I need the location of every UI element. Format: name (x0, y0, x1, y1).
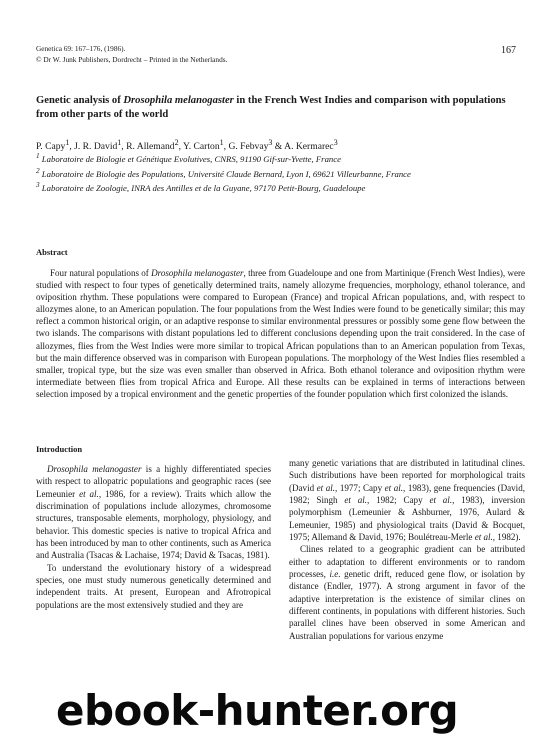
affiliation-mark: 3 (36, 181, 40, 190)
abstract-species: Drosophila melanogaster (151, 268, 244, 278)
affiliation-text: Laboratoire de Biologie des Populations, Université Claude Bernard, Lyon I, 69621 Villeurbanne, France (39, 168, 411, 179)
affiliation-list (36, 151, 526, 195)
affiliation-mark: 1 (36, 152, 40, 160)
intro-text: Clines related to a geographic gradient can be attributed either to adaptation to different environments or to random processes, (289, 544, 525, 580)
author-affil-mark: 1 (117, 138, 122, 147)
author: , Y. Carton (178, 141, 220, 153)
article-title (36, 94, 526, 121)
author-affil-mark: 3 (333, 138, 338, 147)
author-affil-mark: 2 (174, 138, 179, 147)
intro-ie: i.e. (329, 569, 341, 580)
intro-paragraph (289, 543, 525, 642)
author-affil-mark: 3 (268, 138, 273, 147)
publisher-line: © Dr W. Junk Publishers, Dordrecht – Printed in the Netherlands. (36, 54, 228, 64)
affiliation (36, 180, 526, 195)
intro-text: , 1983), gene frequencies (David, 1982; Singh (289, 482, 525, 506)
author-affil-mark: 1 (219, 138, 224, 147)
affiliation-text: Laboratoire de Biologie et Génétique Evolutives, CNRS, 91190 Gif-sur-Yvette, France (39, 153, 341, 164)
author: , J. R. David (69, 141, 118, 153)
abstract-text (36, 267, 525, 400)
introduction-heading: Introduction (36, 444, 83, 454)
site-watermark: ebook-hunter.org (56, 686, 459, 735)
affiliation (36, 151, 526, 166)
intro-paragraph (36, 463, 271, 562)
intro-species: Drosophila melanogaster (47, 464, 142, 474)
intro-etal: et al. (429, 495, 453, 506)
intro-text: , 1986, for a review). Traits which allow the discrimination of populations include allozymes, chromosome structures, transposable elements, morphology, physiology, and behavior. This domestic species is native to tropical Africa and has been introduced by man to other continents, such as America and Australia (Tsacas & Lachaise, 1974; David & Tsacas, 1981). (36, 488, 271, 561)
intro-etal: et al. (79, 488, 99, 499)
intro-text: , 1982). (492, 532, 521, 543)
page-number: 167 (501, 45, 516, 56)
intro-text: , 1983), inversion polymorphism (Lemeunier & Ashburner, 1976, Aulard & Lemeunier, 1985) and physiological traits (David & Bocquet, 1975; Allemand & David, 1976; Boulétreau-Merle (289, 495, 526, 543)
journal-header (36, 44, 227, 65)
intro-paragraph (289, 457, 525, 543)
title-species: Drosophila melanogaster (123, 95, 234, 106)
abstract-body: , three from Guadeloupe and one from Martinique (French West Indies), were studied with respect to four types of genetically determined traits, namely allozyme frequencies, morphology, ethanol tolerance, and oviposition rhythm. These populations were compared to European (France) and tropical African populations, and, with respect to allozymes alone, to an American population. The four populations from the West Indies were found to be genetically similar; this may reflect a common historical origin, or an adaptive response to similar environmental pressures or possibly some gene flow between the two islands. The comparisons with distant populations led to different conclusions depending upon the trait considered. In the case of allozymes, flies from the West Indies were more similar to tropical African populations than to an American population from Texas, but the main difference observed was in comparison with European populations. The morphology of the West Indies flies resembled a smaller, tropical type, but the size was even smaller than observed in Africa. Both ethanol tolerance and oviposition rhythm were intermediate between flies from tropical Africa and Europe. All these results can be explained in terms of interactions between selection imposed by a tropical environment and the genetic properties of the founder population which first colonized the islands. (36, 268, 525, 399)
intro-etal: et al. (384, 482, 404, 493)
intro-text: many genetic variations that are distributed in latitudinal clines. Such distributions have been reported for morphological traits (David (289, 458, 525, 493)
affiliation (36, 166, 526, 181)
abstract-heading: Abstract (36, 247, 68, 257)
intro-etal: et al. (344, 495, 368, 506)
intro-text: is a highly differentiated species with respect to allopatric populations and geographic races (see Lemeunier (36, 464, 271, 499)
intro-etal: et al. (316, 482, 336, 493)
author: , R. Allemand (121, 141, 175, 153)
author-affil-mark: 1 (65, 138, 70, 147)
author: & A. Kermarec (272, 141, 334, 153)
title-part-2: in the French West Indies and comparison with populations from other parts of the world (36, 95, 506, 120)
intro-paragraph: To understand the evolutionary history of a widespread species, one must study numerous genetically determined and independent traits. At present, European and Afrotropical populations are the most extensively studied and they are (36, 562, 271, 610)
right-column (289, 457, 525, 642)
journal-citation: Genetica 69: 167–176, (1986). (36, 44, 126, 53)
intro-text: genetic drift, reduced gene flow, or isolation by distance (Endler, 1977). A strong argument in favor of the adaptive interpretation is the existence of similar clines on different continents, in populations with different histories. Such parallel clines have been observed in some American and Australian populations for various enzyme (289, 569, 525, 641)
intro-text: , 1977; Capy (335, 482, 385, 493)
affiliation-text: Laboratoire de Zoologie, INRA des Antilles et de la Guyane, 97170 Petit-Bourg, Guadeloupe (39, 183, 366, 194)
intro-etal: et al. (474, 532, 493, 543)
author: P. Capy (36, 141, 66, 153)
abstract-lead: Four natural populations of (50, 268, 152, 278)
affiliation-mark: 2 (36, 166, 40, 175)
intro-text: , 1982; Capy (367, 495, 430, 506)
title-part-1: Genetic analysis of (36, 95, 124, 106)
left-column (36, 444, 271, 611)
author: , G. Febvay (223, 141, 269, 153)
